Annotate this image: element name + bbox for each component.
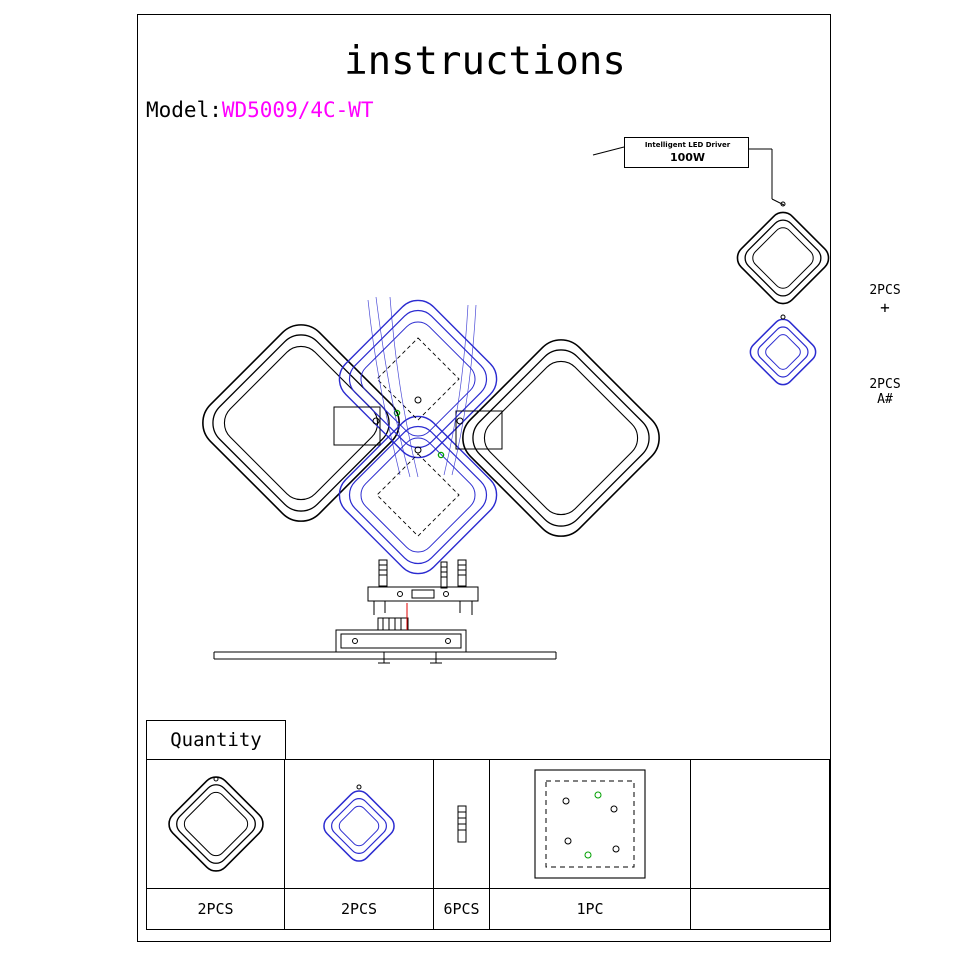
- quantity-label-large-lamp: 2PCS: [147, 889, 285, 930]
- legend-plus-sign: +: [880, 298, 890, 317]
- screws-group: [379, 560, 466, 588]
- quantity-tab-label: Quantity: [170, 729, 262, 751]
- mounting-plate-icon: [530, 765, 650, 883]
- legend-large-qty: 2PCS: [869, 283, 901, 298]
- driver-power: 100W: [669, 151, 706, 164]
- model-line: [146, 98, 374, 122]
- quantity-cell-empty: [691, 760, 830, 889]
- quantity-label-screw: 6PCS: [434, 889, 490, 930]
- legend-small-code: A#: [877, 392, 893, 407]
- driver-name: Intelligent LED Driver: [644, 141, 731, 149]
- quantity-cell-mounting-plate: [490, 760, 691, 889]
- quantity-table: [146, 759, 830, 930]
- quantity-label-mounting-plate: 1PC: [490, 889, 691, 930]
- model-value: WD5009/4C-WT: [221, 98, 374, 122]
- assembly-diagram: [138, 125, 832, 705]
- quantity-table-icon-row: [147, 760, 830, 889]
- quantity-cell-large-lamp: [147, 760, 285, 889]
- screw-icon: [452, 794, 472, 854]
- quantity-cell-screw: [434, 760, 490, 889]
- quantity-tab: [146, 720, 286, 760]
- quantity-label-small-lamp: 2PCS: [285, 889, 434, 930]
- instruction-sheet: [137, 14, 901, 942]
- legend-small-qty: 2PCS: [869, 377, 901, 392]
- legend-small-lamp-icon: [746, 315, 820, 389]
- page-title: instructions: [344, 39, 626, 84]
- lamp-left-large: [192, 314, 410, 532]
- quantity-label-empty: [691, 889, 830, 930]
- lamp-right-large: [452, 329, 670, 547]
- model-label: Model:: [146, 98, 222, 122]
- lamp-top-small: [330, 291, 505, 466]
- legend-large-lamp-icon: [732, 207, 832, 309]
- lamp-bottom-small: [330, 407, 505, 582]
- legend-small-lamp-port: [781, 315, 785, 319]
- quantity-table-label-row: [147, 889, 830, 930]
- mounting-bracket: [368, 587, 478, 615]
- large-square-lamp-icon: [161, 769, 271, 879]
- small-square-lamp-icon: [309, 774, 409, 874]
- ceiling-base-plate: [214, 618, 556, 663]
- quantity-cell-small-lamp: [285, 760, 434, 889]
- led-driver-box: [624, 137, 749, 168]
